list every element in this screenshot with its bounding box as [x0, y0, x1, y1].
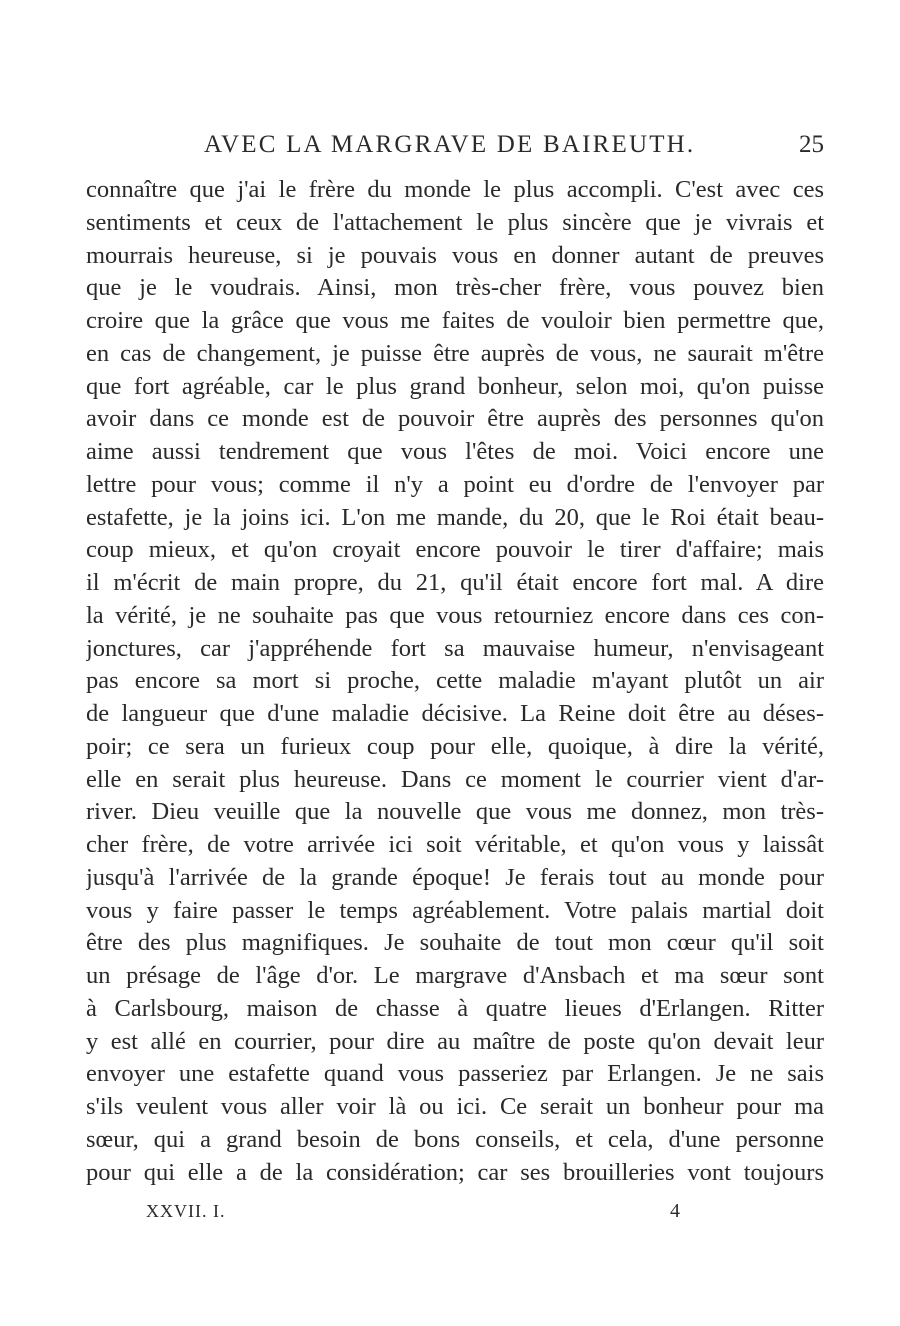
printer-signature [0, 1196, 900, 1226]
text-line: un présage de l'âge d'or. Le margrave d'Ansbach et ma sœur sont [86, 962, 824, 989]
running-title: AVEC LA MARGRAVE DE BAIREUTH. [204, 131, 696, 158]
text-line: estafette, je la joins ici. L'on me mande, du 20, que le Roi était beau- [86, 503, 824, 531]
text-line: lettre pour vous; comme il n'y a point eu d'ordre de l'envoyer par [86, 470, 824, 498]
text-line: pas encore sa mort si proche, cette maladie m'ayant plutôt un air [86, 667, 824, 695]
text-line: croire que la grâce que vous me faites de vouloir bien permettre que, [86, 307, 824, 334]
text-line: il m'écrit de main propre, du 21, qu'il était encore fort mal. A dire [86, 569, 824, 596]
text-line: poir; ce sera un furieux coup pour elle, quoique, à dire la vérité, [86, 732, 824, 760]
text-line: de langueur que d'une maladie décisive. La Reine doit être au déses- [86, 700, 824, 727]
signature-volume: XXVII. I. [146, 1201, 226, 1221]
text-line: que fort agréable, car le plus grand bonheur, selon moi, qu'on puisse [86, 372, 824, 400]
text-line: pour qui elle a de la considération; car ses brouilleries vont toujours [86, 1158, 824, 1186]
text-line: être des plus magnifiques. Je souhaite de tout mon cœur qu'il soit [86, 929, 824, 957]
text-line: jusqu'à l'arrivée de la grande époque! Je ferais tout au monde pour [86, 863, 824, 891]
page-number: 25 [799, 131, 824, 158]
text-line: vous y faire passer le temps agréablement. Votre palais martial doit [86, 896, 824, 924]
text-line: à Carlsbourg, maison de chasse à quatre lieues d'Erlangen. Ritter [86, 994, 824, 1022]
text-line: coup mieux, et qu'on croyait encore pouvoir le tirer d'affaire; mais [86, 536, 824, 564]
text-line: que je le voudrais. Ainsi, mon très-cher frère, vous pouvez bien [86, 274, 824, 302]
text-line: envoyer une estafette quand vous passeriez par Erlangen. Je ne sais [86, 1060, 824, 1088]
text-line: y est allé en courrier, pour dire au maître de poste qu'on devait leur [86, 1027, 824, 1055]
signature-gathering: 4 [670, 1200, 680, 1222]
text-line: la vérité, je ne souhaite pas que vous retourniez encore dans ces con- [86, 601, 824, 629]
text-line: river. Dieu veuille que la nouvelle que vous me donnez, mon très- [86, 798, 824, 826]
text-line: aime aussi tendrement que vous l'êtes de moi. Voici encore une [86, 438, 824, 465]
text-line: connaître que j'ai le frère du monde le plus accompli. C'est avec ces [86, 176, 824, 203]
text-line: sentiments et ceux de l'attachement le plus sincère que je vivrais et [86, 208, 824, 236]
text-line: s'ils veulent vous aller voir là ou ici. Ce serait un bonheur pour ma [86, 1093, 824, 1120]
text-line: sœur, qui a grand besoin de bons conseils, et cela, d'une personne [86, 1125, 824, 1153]
text-line: en cas de changement, je puisse être auprès de vous, ne saurait m'être [86, 339, 824, 367]
text-line: elle en serait plus heureuse. Dans ce moment le courrier vient d'ar- [86, 765, 824, 793]
running-head [86, 128, 824, 162]
text-line: jonctures, car j'appréhende fort sa mauvaise humeur, n'envisageant [86, 634, 824, 662]
text-line: avoir dans ce monde est de pouvoir être auprès des personnes qu'on [86, 405, 824, 433]
body-text [86, 174, 824, 1189]
text-line: mourrais heureuse, si je pouvais vous en donner autant de preuves [86, 241, 824, 269]
text-line: cher frère, de votre arrivée ici soit véritable, et qu'on vous y laissât [86, 831, 824, 858]
